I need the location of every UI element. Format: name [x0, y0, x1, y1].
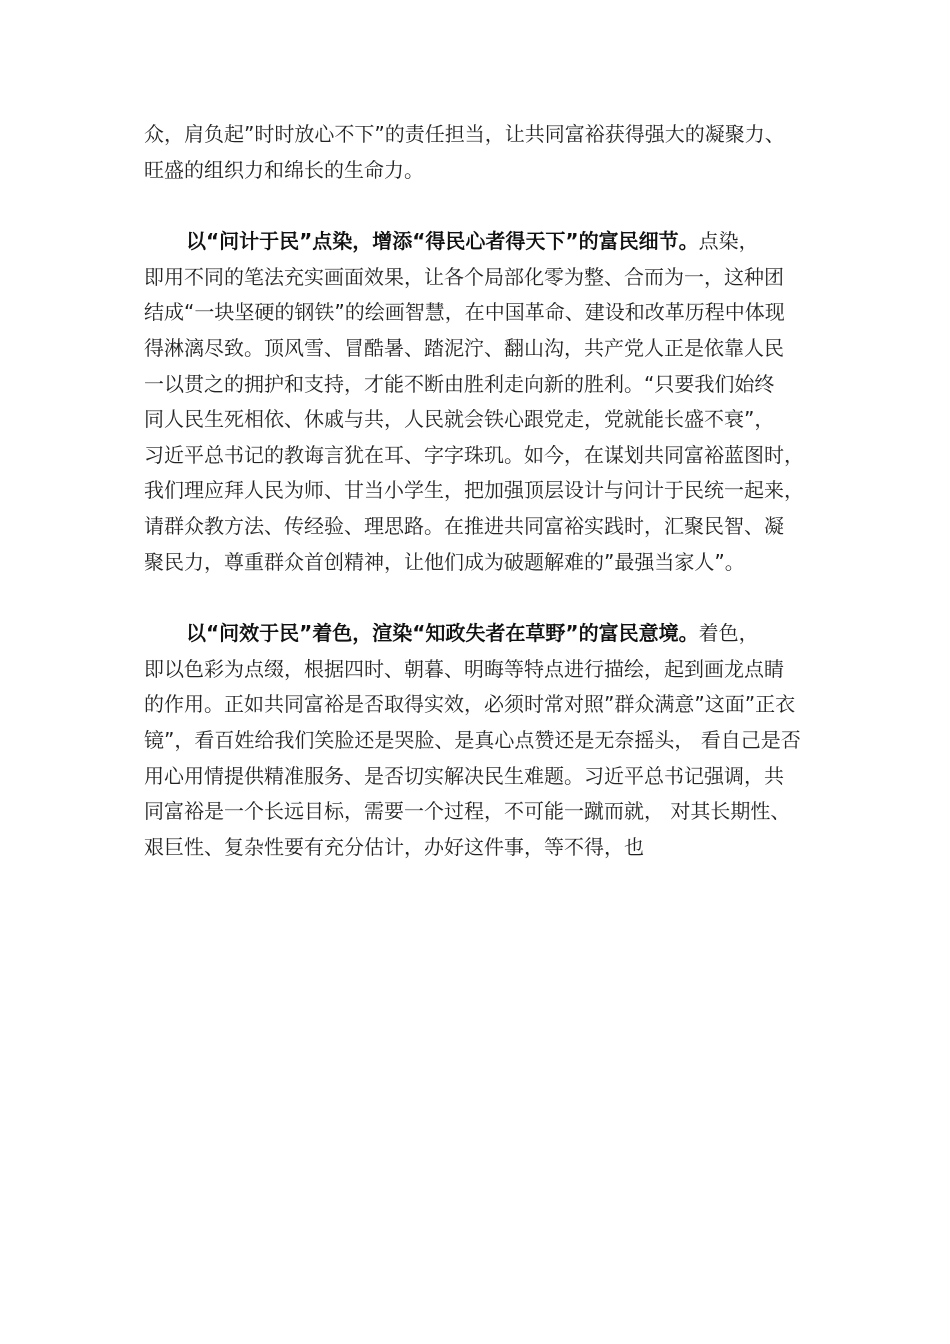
text-line: 同人民生死相依、休戚与共，人民就会铁心跟党走，党就能长盛不衰”， [144, 407, 775, 432]
article-body [144, 117, 834, 865]
text-line: 众，肩负起”时时放心不下”的责任担当，让共同富裕获得强大的凝聚力、 [144, 122, 785, 146]
text-line: 一以贯之的拥护和支持，才能不断由胜利走向新的胜利。“只要我们始终 [144, 371, 775, 396]
text-line: 我们理应拜人民为师、甘当小学生，把加强顶层设计与问计于民统一起来， [144, 478, 804, 503]
text-line: 旺盛的组织力和绵长的生命力。 [144, 157, 424, 182]
paragraph-heading: 以“问计于民”点染，增添“得民心者得天下”的富民细节。 [186, 229, 699, 254]
text-line: 即用不同的笔法充实画面效果，让各个局部化零为整、合而为一，这种团 [144, 264, 784, 289]
text-line: 聚民力，尊重群众首创精神，让他们成为破题解难的”最强当家人”。 [144, 549, 745, 574]
text-line: 即以色彩为点缀，根据四时、朝暮、明晦等特点进行描绘，起到画龙点睛 [144, 656, 784, 681]
paragraph-first-line [144, 616, 834, 652]
paragraph-2 [144, 224, 834, 580]
heading-continuation: 点染， [698, 229, 759, 254]
paragraph-3 [144, 616, 834, 865]
text-line: 镜”，看百姓给我们笑脸还是哭脸、是真心点赞还是无奈摇头， 看自己是否 [144, 727, 801, 752]
paragraph-first-line [144, 224, 834, 260]
text-line: 同富裕是一个长远目标，需要一个过程，不可能一蹴而就， 对其长期性、 [144, 799, 791, 824]
text-line: 结成“一块坚硬的钢铁”的绘画智慧，在中国革命、建设和改革历程中体现 [144, 300, 785, 325]
text-line: 请群众教方法、传经验、理思路。在推进共同富裕实践时，汇聚民智、凝 [144, 513, 784, 538]
heading-continuation: 着色， [698, 621, 759, 646]
text-line: 的作用。正如共同富裕是否取得实效，必须时常对照”群众满意”这面”正衣 [144, 692, 796, 717]
text-line: 用心用情提供精准服务、是否切实解决民生难题。习近平总书记强调，共 [144, 763, 784, 788]
paragraph-heading: 以“问效于民”着色，渲染“知政失者在草野”的富民意境。 [186, 621, 699, 646]
text-line: 艰巨性、复杂性要有充分估计，办好这件事，等不得，也 [144, 834, 644, 859]
paragraph-1 [144, 117, 834, 188]
text-line: 习近平总书记的教诲言犹在耳、字字珠玑。如今，在谋划共同富裕蓝图时， [144, 442, 804, 467]
text-line: 得淋漓尽致。顶风雪、冒酷暑、踏泥泞、翻山沟，共产党人正是依靠人民 [144, 335, 784, 360]
